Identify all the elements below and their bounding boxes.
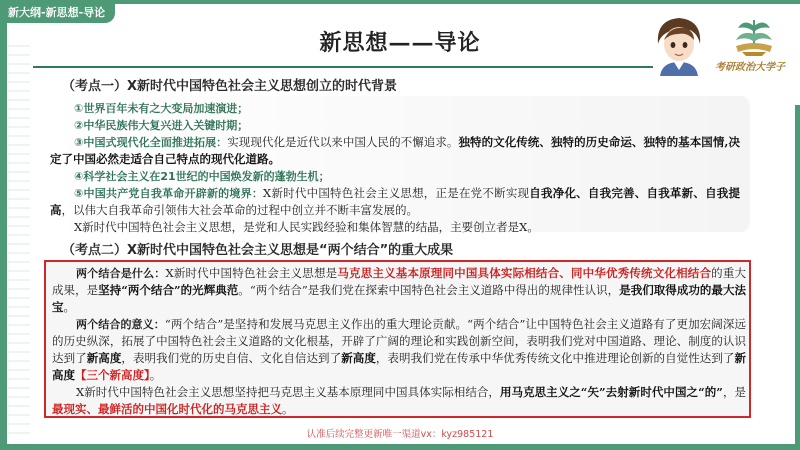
p3-red-1: 最现实、最鲜活的中国化时代化的马克思主义 [52, 402, 282, 416]
p1-text-2: 的重大成果，是 [52, 266, 747, 297]
p1-text-3: 。“两个结合”是我们党在探索中国特色社会主义道路中得出的规律性认识， [238, 283, 620, 297]
p2-text-1: “两个结合”是坚持和发展马克思主义作出的重大理论贡献。“两个结合”让中国特色社会主义道路有了更加宏阔深远的历史纵深，拓展了中国特色社会主义道路的文化根基，开辟了广阔的理论和实践创新空间，表明我们党对中国道路、理论、制度的认识达到了 [52, 317, 747, 365]
p2-bold-2: 新高度 [341, 351, 376, 365]
item-3-text: 实现现代化是近代以来中国人民的不懈追求。 [227, 135, 459, 149]
p2-red-1: 【三个新高度】 [75, 368, 150, 382]
p1-bold-1: 坚持“两个结合”的光辉典范 [98, 283, 239, 297]
p3-text-3: 。 [282, 402, 294, 416]
page-title: 新思想——导论 [319, 30, 481, 56]
left-accent-bar [0, 23, 7, 450]
p1-red-1: 马克思主义基本原理同中国具体实际相结合、同中华优秀传统文化相结合 [337, 266, 712, 280]
title-underline [33, 66, 653, 68]
p2-bold-3: 新高度 [52, 351, 747, 382]
logo-text: 考研政治大学子 [715, 62, 785, 73]
p3-text-1: X新时代中国特色社会主义思想坚持把马克思主义基本原理同中国具体实际相结合， [76, 385, 500, 399]
section1-box [44, 96, 750, 232]
item-2: ②中华民族伟大复兴进入关键时期； [74, 119, 249, 132]
item-5-text: X新时代中国特色社会主义思想，正是在党不断实现 [263, 186, 530, 200]
p2-text-3: ，表明我们党在传承中华优秀传统文化中推进理论创新的自觉性达到了 [375, 351, 735, 365]
right-accent-bar [795, 105, 800, 450]
p1-text-4: 。 [63, 300, 75, 314]
top-accent-bar [0, 0, 800, 4]
item-3-head: ③中国式现代化全面推进拓展： [74, 136, 228, 149]
p2-head: 两个结合的意义： [76, 318, 165, 331]
p1-bold-2: 是我们取得成功的最大法宝 [52, 283, 746, 314]
p2-text-4: 。 [149, 368, 162, 382]
item-5-head: ⑤中国共产党自我革命开辟新的境界： [74, 187, 264, 200]
item-1: ①世界百年未有之大变局加速演进； [74, 102, 249, 115]
p1-text-1: X新时代中国特色社会主义思想是 [165, 266, 338, 280]
item-5-bold: 自我净化、自我完善、自我革新、自我提高 [50, 186, 741, 217]
p3-bold-1: 用马克思主义之“矢”去射新时代中国之“的” [499, 385, 723, 399]
item-4: ④科学社会主义在21世纪的中国焕发新的蓬勃生机； [74, 170, 330, 183]
item-5-text-2: ，以伟大自我革命引领伟大社会革命的过程中创立并不断丰富发展的。 [61, 203, 418, 217]
breadcrumb: 新大纲-新思想-导论 [0, 3, 115, 23]
item-3-bold: 独特的文化传统、独特的历史命运、独特的基本国情,决定了中国必然走适合自己特点的现代化道路。 [50, 135, 740, 166]
p3-text-2: ，是 [722, 385, 746, 399]
section2-content [52, 265, 746, 418]
bottom-accent-bar [0, 444, 800, 450]
avatar-illustration [650, 14, 708, 76]
footer-note: 认准后续完整更新唯一渠道vx：kyz985121 [306, 429, 494, 440]
p2-text-2: ，表明我们党的历史自信、文化自信达到了 [121, 351, 342, 365]
section2-heading: （考点二）X新时代中国特色社会主义思想是“两个结合”的重大成果 [62, 243, 454, 258]
section1-summary: X新时代中国特色社会主义思想，是党和人民实践经验和集体智慧的结晶，主要创立者是X。 [74, 220, 539, 234]
side-decoration [8, 45, 30, 435]
section1-heading: （考点一）X新时代中国特色社会主义思想创立的时代背景 [62, 79, 398, 94]
p2-bold-1: 新高度 [86, 351, 122, 365]
p1-head: 两个结合是什么： [76, 267, 166, 280]
section2-box [44, 260, 751, 418]
section1-content [50, 100, 740, 236]
